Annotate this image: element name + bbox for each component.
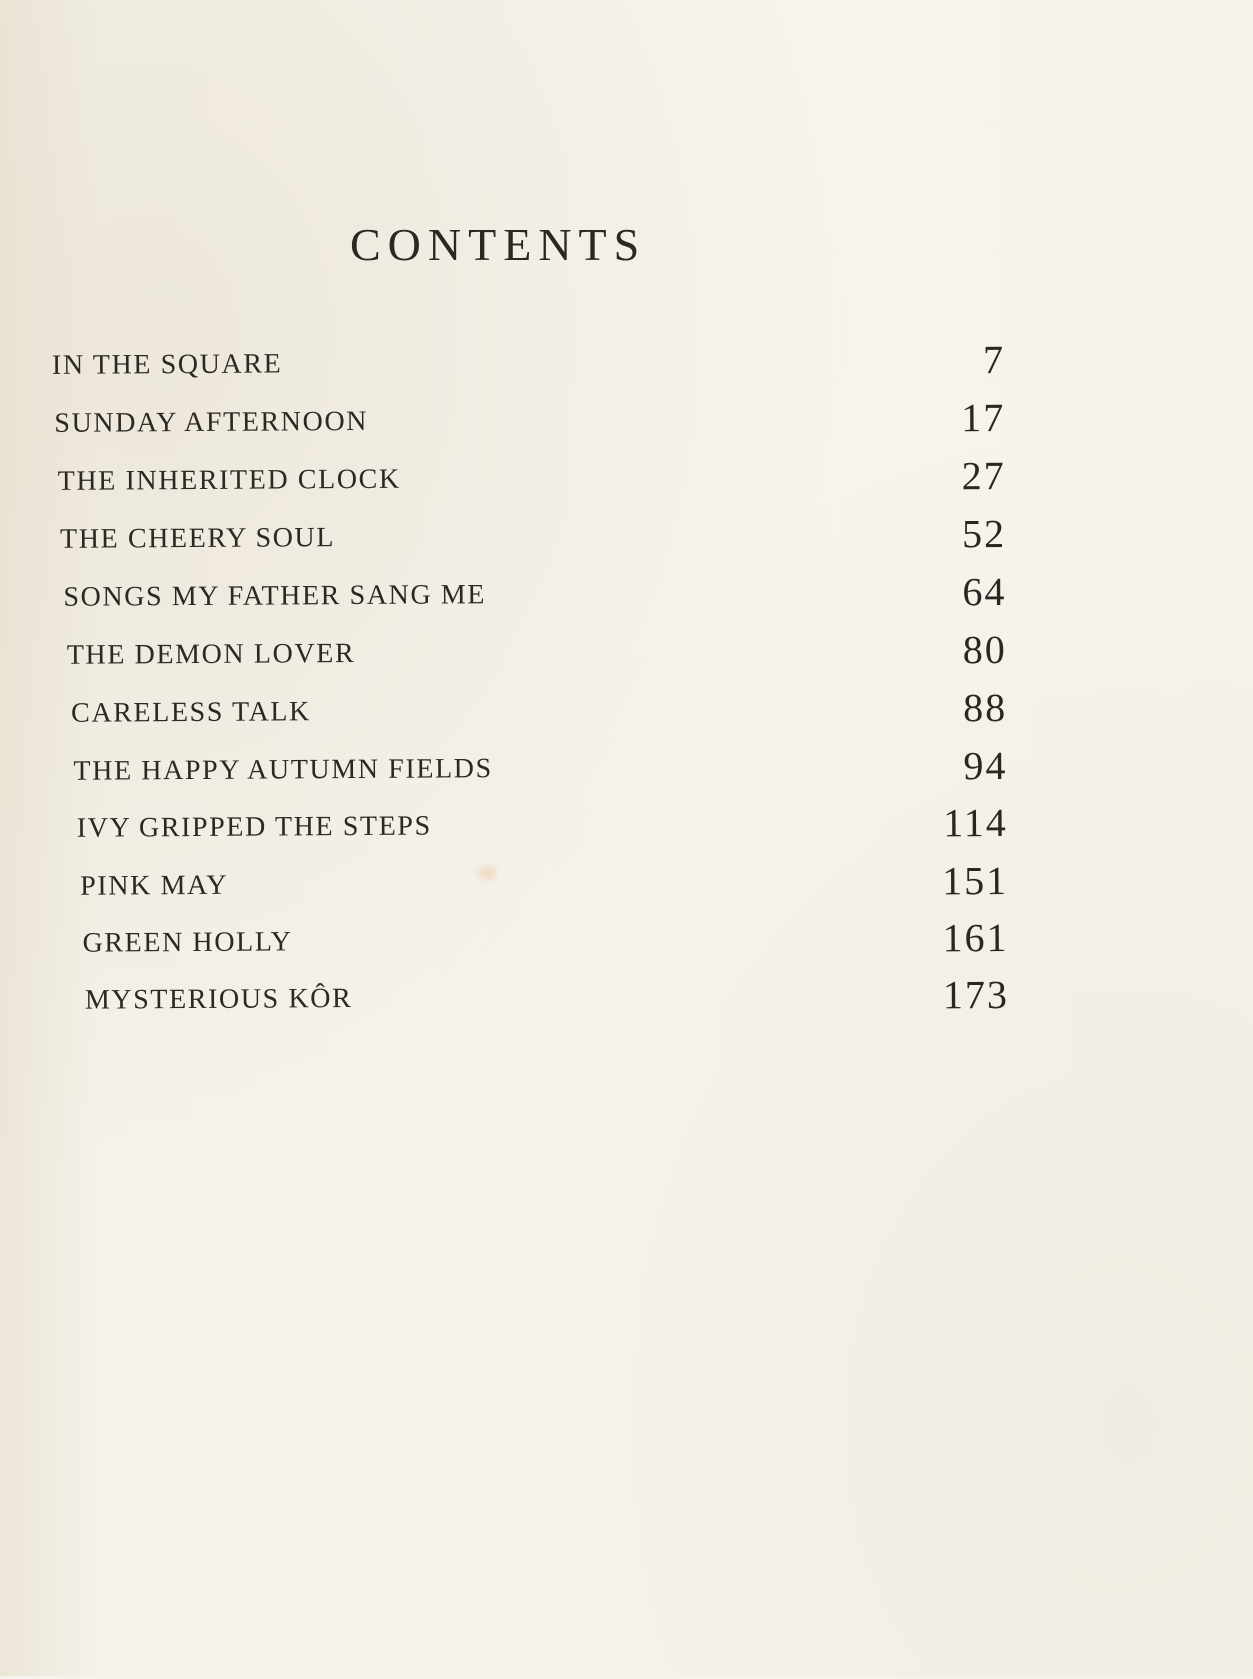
toc-entry — [0, 743, 1253, 807]
entry-page-number: 27 — [961, 453, 1006, 499]
entry-title: MYSTERIOUS KÔR — [84, 983, 353, 1016]
entry-title: IVY GRIPPED THE STEPS — [76, 810, 432, 844]
toc-entry — [1, 858, 1253, 922]
entry-page-number: 80 — [962, 627, 1007, 673]
toc-entry — [0, 395, 1252, 459]
entry-title: THE INHERITED CLOCK — [57, 463, 401, 497]
entry-title: THE CHEERY SOUL — [59, 522, 336, 555]
toc-entry — [0, 337, 1251, 401]
entry-title: SUNDAY AFTERNOON — [54, 405, 369, 439]
entry-page-number: 64 — [962, 569, 1007, 615]
entry-title: PINK MAY — [80, 869, 229, 902]
entry-page-number: 7 — [982, 337, 1006, 383]
entry-title: CARELESS TALK — [71, 696, 311, 729]
toc-entry — [1, 915, 1253, 979]
toc-entry — [0, 453, 1252, 517]
toc-entry — [0, 511, 1252, 575]
toc-entry — [2, 972, 1253, 1036]
entry-title: THE HAPPY AUTUMN FIELDS — [73, 753, 493, 787]
entry-page-number: 173 — [942, 972, 1010, 1018]
entry-page-number: 114 — [943, 800, 1008, 846]
toc-entry — [1, 800, 1253, 864]
entry-title: GREEN HOLLY — [82, 926, 293, 959]
entry-page-number: 161 — [942, 915, 1009, 961]
entry-page-number: 94 — [963, 743, 1008, 789]
entry-page-number: 151 — [942, 858, 1009, 904]
entry-page-number: 88 — [962, 685, 1008, 731]
toc-entry — [0, 627, 1253, 691]
entry-title: SONGS MY FATHER SANG ME — [63, 579, 487, 613]
toc-entry — [0, 569, 1253, 633]
contents-heading: CONTENTS — [350, 219, 647, 270]
entry-title: THE DEMON LOVER — [66, 638, 356, 671]
toc-entry — [0, 685, 1253, 749]
entry-page-number: 52 — [961, 511, 1007, 557]
entry-title: IN THE SQUARE — [51, 348, 283, 381]
entry-page-number: 17 — [961, 395, 1006, 441]
